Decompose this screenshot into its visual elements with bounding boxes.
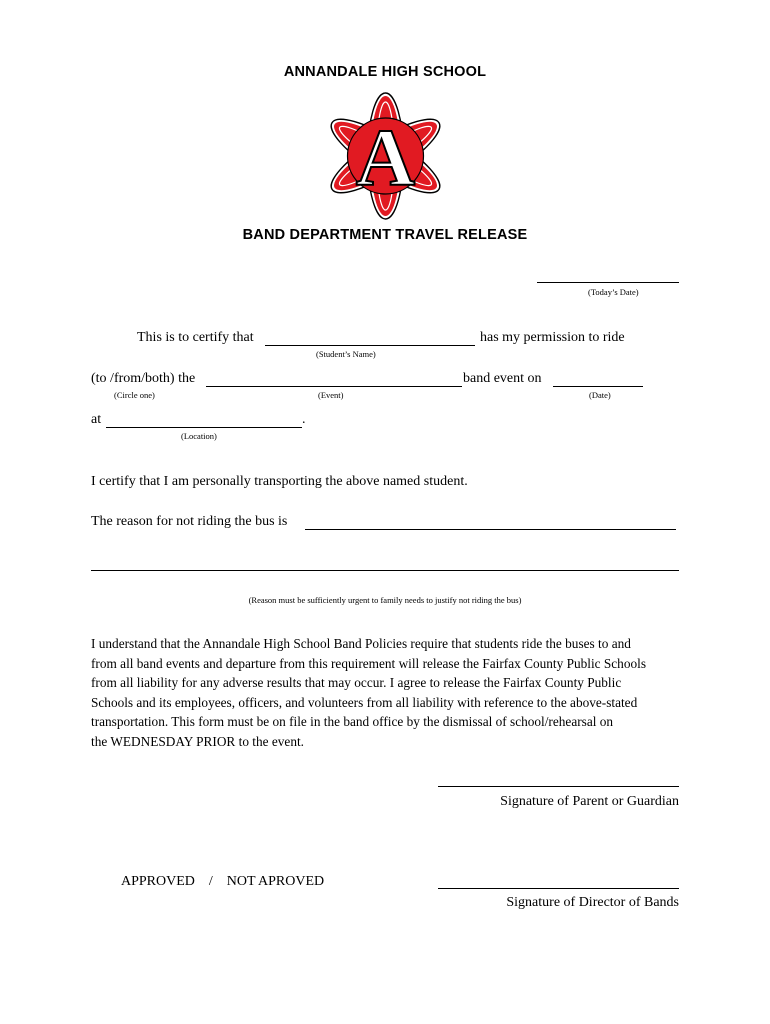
school-name: ANNANDALE HIGH SCHOOL bbox=[283, 64, 487, 80]
location-caption: (Location) bbox=[181, 431, 217, 441]
event-date-caption: (Date) bbox=[589, 390, 611, 400]
event-name-line[interactable] bbox=[206, 386, 462, 387]
parent-signature-label: Signature of Parent or Guardian bbox=[500, 794, 679, 809]
student-name-caption: (Student’s Name) bbox=[316, 349, 376, 359]
transport-statement: I certify that I am personally transporting the above named student. bbox=[91, 474, 468, 489]
todays-date-caption: (Today’s Date) bbox=[588, 287, 639, 297]
reason-prefix: The reason for not riding the bus is bbox=[91, 514, 288, 529]
location-period: . bbox=[302, 412, 306, 427]
policy-line: transportation. This form must be on file in the band office by the dismissal of school/rehearsal on bbox=[91, 714, 614, 730]
reason-line-1[interactable] bbox=[305, 529, 676, 530]
reason-note: (Reason must be sufficiently urgent to family needs to justify not riding the bus) bbox=[248, 595, 522, 605]
circle-one-caption: (Circle one) bbox=[114, 390, 155, 400]
todays-date-line[interactable] bbox=[537, 282, 679, 283]
policy-line: Schools and its employees, officers, and volunteers from all liability with reference to the above-stated bbox=[91, 694, 638, 710]
policy-line: from all band events and departure from this requirement will release the Fairfax County Public Schools bbox=[91, 655, 646, 671]
certify-prefix: This is to certify that bbox=[137, 330, 254, 345]
school-atom-logo bbox=[328, 90, 443, 222]
reason-line-2[interactable] bbox=[91, 570, 679, 571]
approval-choice[interactable]: APPROVED / NOT APROVED bbox=[121, 874, 325, 889]
policy-line: the WEDNESDAY PRIOR to the event. bbox=[91, 733, 304, 749]
policy-line: from all liability for any adverse results that may occur. I agree to release the Fairfax County Public bbox=[91, 675, 622, 691]
event-middle: band event on bbox=[463, 371, 542, 386]
event-prefix: (to /from/both) the bbox=[91, 371, 196, 386]
policy-paragraph bbox=[91, 634, 691, 752]
certify-suffix: has my permission to ride bbox=[480, 330, 625, 345]
policy-line: I understand that the Annandale High School Band Policies require that students ride the buses to and bbox=[91, 636, 631, 651]
logo-letter: A bbox=[355, 112, 416, 203]
location-prefix: at bbox=[91, 412, 102, 427]
parent-signature-line[interactable] bbox=[438, 786, 679, 787]
form-title: BAND DEPARTMENT TRAVEL RELEASE bbox=[242, 227, 528, 243]
location-line[interactable] bbox=[106, 427, 302, 428]
director-signature-line[interactable] bbox=[438, 888, 679, 889]
student-name-line[interactable] bbox=[265, 345, 475, 346]
event-caption: (Event) bbox=[318, 390, 344, 400]
director-signature-label: Signature of Director of Bands bbox=[506, 895, 679, 910]
event-date-line[interactable] bbox=[553, 386, 643, 387]
